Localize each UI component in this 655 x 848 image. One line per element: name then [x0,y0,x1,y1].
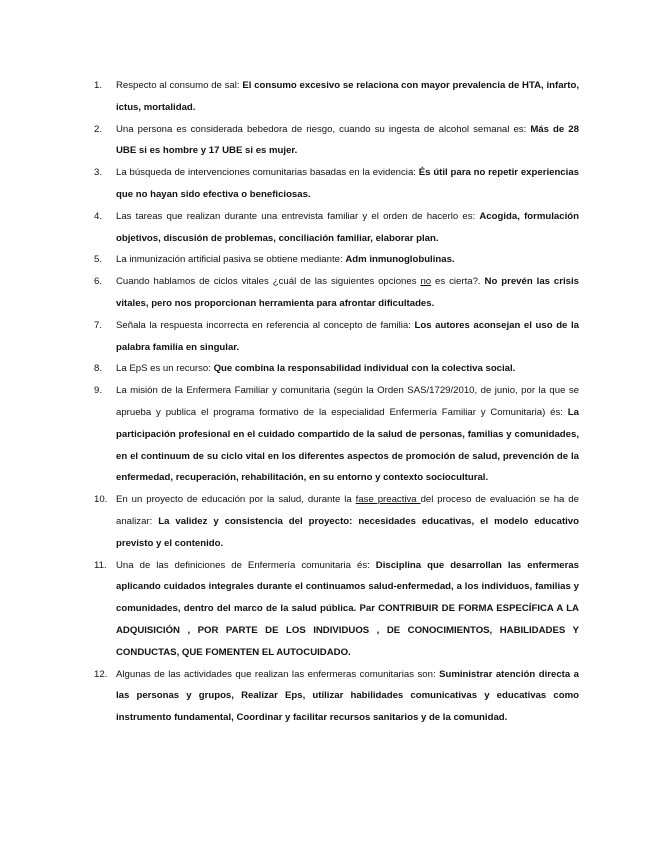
item-number: 12. [94,668,108,680]
answer-text: Disciplina que desarrollan las enfermeras aplicando cuidados integrales durante el continuamos salud-enfermedad, a los individuos, familias y comunidades, dentro del marco de la salud pública. Par CONTRIBUIR DE FORMA ESPECÍFICA A LA ADQUISICIÓN , POR PARTE DE LOS INDIVIDUOS , DE CONOCIMIENTOS, HABILIDADES Y CONDUCTAS, QUE FOMENTEN EL AUTOCUIDADO. [116,559,579,658]
item-number: 6. [94,276,103,288]
item-number: 4. [94,210,103,222]
question-list [94,75,579,729]
list-item [94,206,579,250]
question-text: Cuando hablamos de ciclos vitales ¿cuál de las siguientes opciones [116,276,421,288]
list-item [94,358,579,380]
list-item [94,555,579,664]
underlined-word: no [420,276,432,288]
list-item [94,249,579,271]
answer-text: Más de 28 UBE si es hombre y 17 UBE si es mujer. [116,123,579,157]
item-number: 5. [94,254,103,266]
answer-text: La validez y consistencia del proyecto: necesidades educativas, el modelo educativo previsto y el contenido. [116,515,579,549]
question-text: Las tareas que realizan durante una entrevista familiar y el orden de hacerlo es: [116,210,480,222]
item-number: 1. [94,80,103,91]
question-text-cont: es cierta?. [431,276,485,288]
question-text-cont: del proceso de evaluación se ha de analizar: [116,494,579,527]
question-text: Respecto al consumo de sal: [116,80,243,91]
item-number: 2. [94,123,103,135]
answer-text: Suministrar atención directa a las personas y grupos, Realizar Eps, utilizar habilidades comunicativas y educativas como instrumento fundamental, Coordinar y facilitar recursos sanitarios y de la comunidad. [116,668,579,724]
answer-text: Acogida, formulación objetivos, discusión de problemas, conciliación familiar, elaborar plan. [116,210,579,244]
answer-text: El consumo excesivo se relaciona con mayor prevalencia de HTA, infarto, ictus, mortalidad. [116,80,579,113]
item-number: 10. [94,494,108,506]
answer-text: No prevén las crisis vitales, pero nos proporcionan herramienta para afrontar dificultades. [116,276,580,309]
question-text: La búsqueda de intervenciones comunitarias basadas en la evidencia: [116,167,419,179]
list-item [94,380,579,489]
question-text: En un proyecto de educación por la salud, durante la [116,494,356,506]
list-item [94,75,579,119]
item-number: 7. [94,319,103,331]
answer-text: Los autores aconsejan el uso de la palabra familia en singular. [116,319,579,353]
question-text: La inmunización artificial pasiva se obtiene mediante: [116,254,346,266]
question-text: Señala la respuesta incorrecta en referencia al concepto de familia: [116,319,415,331]
question-text: La misión de la Enfermera Familiar y comunitaria (según la Orden SAS/1729/2010, de junio, por la que se aprueba y publica el programa formativo de la especialidad Enfermería Familiar y Comunitaria) és: [116,385,579,418]
item-number: 8. [94,363,103,375]
question-text: Una de las definiciones de Enfermería comunitaria és: [116,559,376,571]
question-text: Algunas de las actividades que realizan las enfermeras comunitarias son: [116,668,440,680]
list-item [94,162,579,206]
answer-text: Adm inmunoglobulinas. [345,254,455,266]
item-number: 11. [94,559,107,571]
list-item [94,119,579,163]
answer-text: Que combina la responsabilidad individual con la colectiva social. [213,363,516,375]
question-text: Una persona es considerada bebedora de riesgo, cuando su ingesta de alcohol semanal es: [116,123,531,135]
answer-text: És útil para no repetir experiencias que no hayan sido efectiva o beneficiosas. [116,167,579,200]
answer-text: La participación profesional en el cuidado compartido de la salud de personas, familias y comunidades, en el continuum de su ciclo vital en los diferentes aspectos de promoción de salud, prevención de la enfermedad, recuperación, rehabilitación, en su entorno y contexto sociocultural. [116,406,579,484]
list-item [94,315,579,359]
list-item [94,489,579,554]
question-text: La EpS es un recurso: [116,363,214,375]
list-item [94,271,579,315]
item-number: 3. [94,167,103,179]
item-number: 9. [94,385,103,397]
underlined-phrase: fase preactiva [355,494,421,506]
list-item [94,664,579,729]
